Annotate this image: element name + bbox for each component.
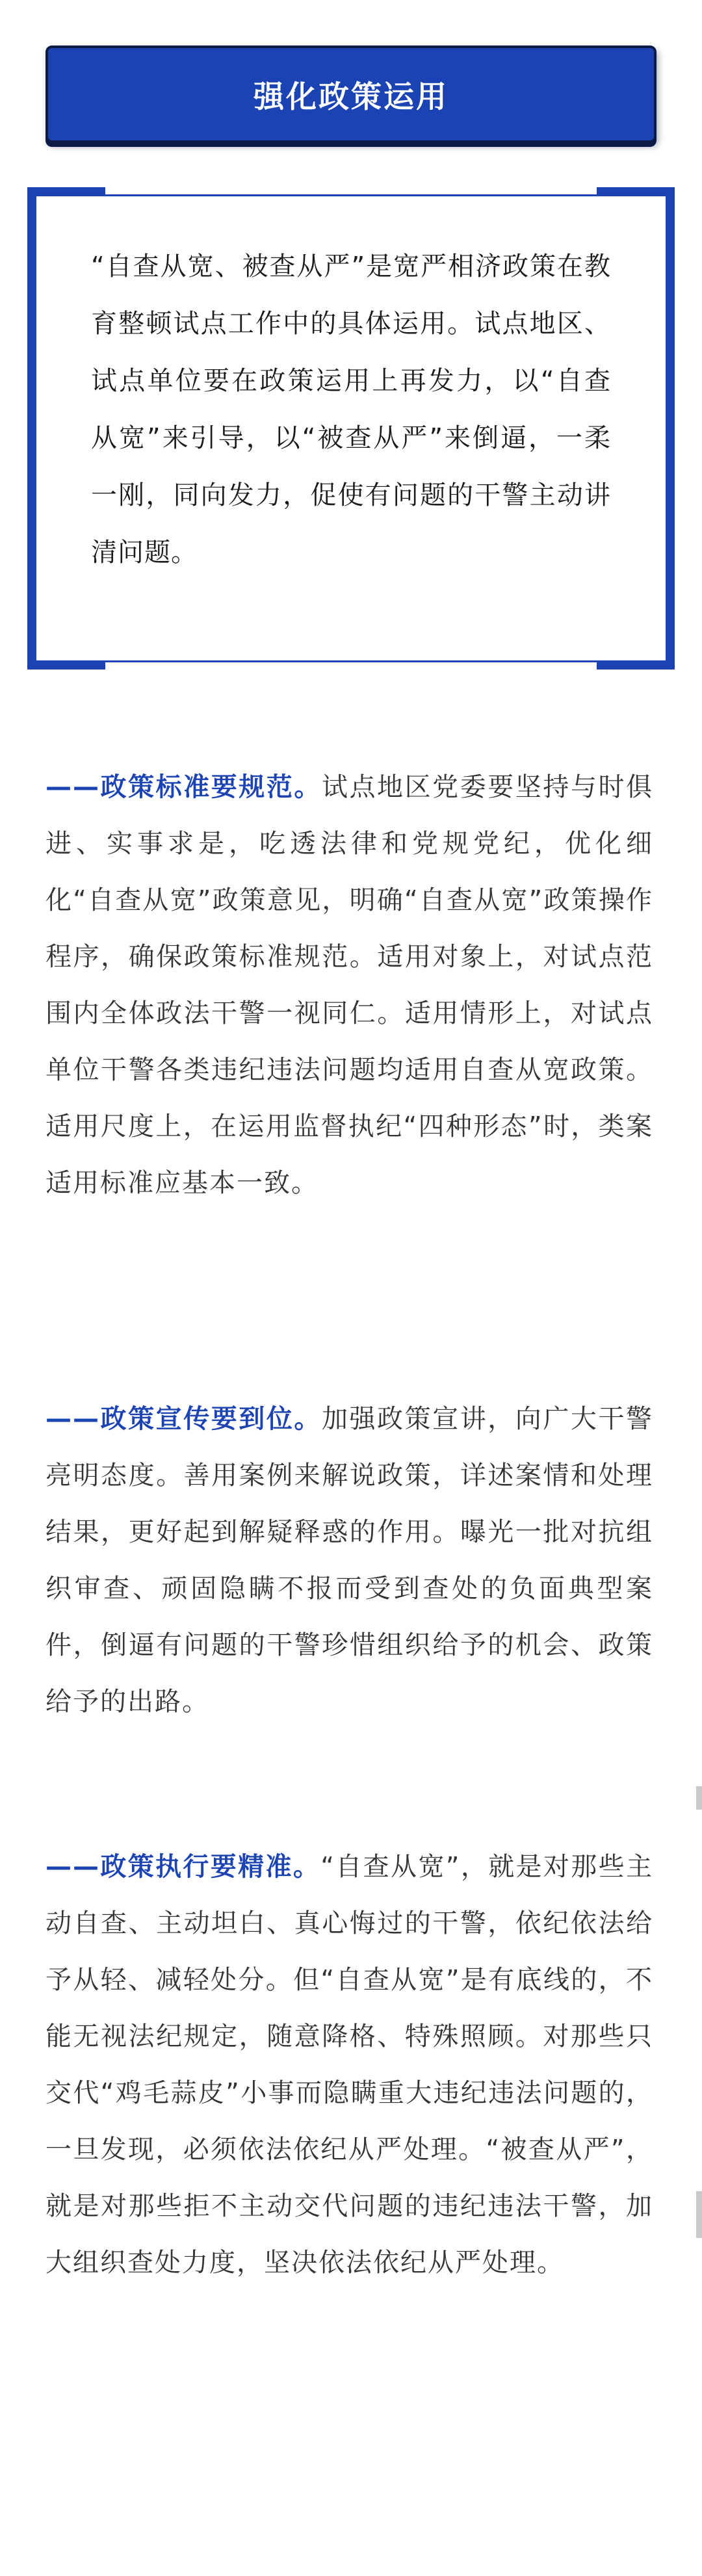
section-body: “自查从宽”，就是对那些主动自查、主动坦白、真心悔过的干警，依纪依法给予从轻、减轻处分。但“自查从宽”是有底线的，不能无视法纪规定，随意降格、特殊照顾。对那些只交代“鸡毛蒜皮”小事而隐瞒重大违纪违法问题的，一旦发现，必须依法依纪从严处理。“被查从严”，就是对那些拒不主动交代问题的违纪违法干警，加大组织查处力度，坚决依法依纪从严处理。 xyxy=(46,1852,653,2278)
section-heading: ——政策标准要规范。 xyxy=(46,772,322,802)
scrollbar-mark-upper[interactable] xyxy=(696,1786,702,1810)
intro-paragraph: “自查从宽、被查从严”是宽严相济政策在教育整顿试点工作中的具体运用。试点地区、试点单位要在政策运用上再发力，以“自查从宽”来引导，以“被查从严”来倒逼，一柔一刚，同向发力，促使有问题的干警主动讲清问题。 xyxy=(91,252,611,567)
section-policy-standards xyxy=(46,759,653,1212)
scrollbar-mark-lower[interactable] xyxy=(696,2191,702,2238)
section-body: 试点地区党委要坚持与时俱进、实事求是，吃透法律和党规党纪，优化细化“自查从宽”政策意见，明确“自查从宽”政策操作程序，确保政策标准规范。适用对象上，对试点范围内全体政法干警一视同仁。适用情形上，对试点单位干警各类违纪违法问题均适用自查从宽政策。适用尺度上，在运用监督执纪“四种形态”时，类案适用标准应基本一致。 xyxy=(46,772,654,1198)
section-heading: ——政策执行要精准。 xyxy=(46,1852,321,1882)
title-banner xyxy=(46,46,656,143)
section-body: 加强政策宣讲，向广大干警亮明态度。善用案例来解说政策，详述案情和处理结果，更好起到解疑释惑的作用。曝光一批对抗组织审查、顽固隐瞒不报而受到查处的负面典型案件，倒逼有问题的干警珍惜组织给予的机会、政策给予的出路。 xyxy=(46,1404,654,1717)
intro-thin-line-bottom xyxy=(105,660,597,662)
section-heading: ——政策宣传要到位。 xyxy=(46,1404,322,1434)
page-title: 强化政策运用 xyxy=(254,79,448,115)
intro-box xyxy=(27,187,675,670)
section-policy-execution xyxy=(46,1839,653,2291)
section-policy-publicity xyxy=(46,1391,653,1730)
intro-thin-line-top xyxy=(105,194,597,196)
